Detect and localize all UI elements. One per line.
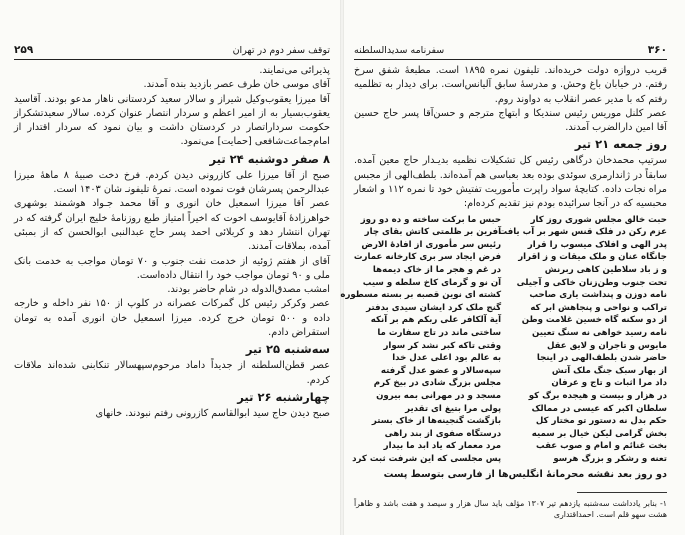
left-page-header bbox=[14, 38, 330, 60]
poem-hemistich: گنج ملک کرد ایشان سیدی بدفتر bbox=[366, 302, 502, 313]
date-heading: سه‌شنبه ۲۵ تیر bbox=[245, 342, 330, 357]
paragraph: سرتیپ محمدخان درگاهی رئیس کل تشکیلات نظمیه بدیـدار حاج معین آمده. سابقاً در ژاندارمری سوئدی بوده بعد بعباسی هم آمده‌اند. بلطف‌الهی از مجبس مراه نجات داده. کتابچهٔ سواد راپرت مأموریت تفتیش خود تا نمره ۱۱۲ و اشعار محبسیه که در آنجا سرائیده بودم نیز تقدیم کرده‌ام: bbox=[354, 155, 667, 210]
poem-hemistich: عزم رکن در فلک قنس شهر بر آب یافت bbox=[498, 227, 667, 238]
poem-hemistich: آفرین بر ظلمتی کاتش بقای چار bbox=[364, 227, 502, 238]
poem-hemistich: پس مجلسی که این شرفت ثبت کرد bbox=[352, 453, 502, 464]
paragraph: عصر قطن‌السلطنه از جدیداً داماد مرحوم‌سپهسالار تنکابنی شده‌اند ملاقات کردم. bbox=[14, 360, 330, 386]
poem-hemistich: کشته ای نوین قصبه بر بسته مسطوره bbox=[340, 290, 502, 301]
poem-hemistich: بخت غنائم و امام و صوب عقب bbox=[536, 441, 667, 452]
paragraph: آقای از هفتم ژوئیه از خدمت نفت جنوب و ۷۰ تومان مواجب به خدمت بانک ملی و ۹۰ تومان مواجب خود را انتقال داده‌است. bbox=[14, 255, 331, 281]
footnote: ۱- بنابر یادداشت سه‌شنبه یازدهم تیر ۱۳۰۷ مؤلف باید سال هزار و سیصد و هفت باشد و ظاهراً هشت سهو قلم است. احمداقتداری bbox=[354, 499, 667, 519]
poem-right-column bbox=[498, 214, 667, 466]
poem-hemistich: و ز باد سلاطین کاهی ربرنش bbox=[544, 265, 667, 276]
poem-hemistich: نامه دوزن و پنداشت یاری صاحب bbox=[529, 290, 667, 301]
paragraph: پذیرائی می‌نمایند. bbox=[259, 65, 330, 76]
left-page-number: ۲۵۹ bbox=[14, 44, 34, 56]
after-poem-line: دو روز بعد نقشه محرمانهٔ انگلیس‌ها از فارسی بتوسط پست bbox=[383, 468, 667, 480]
poem-hemistich: به عالم بود اعلی عدل خدا bbox=[392, 353, 502, 364]
paragraph: امشب مصدق‌الدوله در شام حاضر بودند. bbox=[167, 284, 330, 296]
paragraph: آقا میرزا یعقوب‌وکیل شیراز و سالار سعید کردستانی ناهار مدعو بودند. آقاسید یعقوب‌بسیار به از امیر اعظم و سردار انتصار عنوان کرده. سالار سعیدتشکراز حکومت سرداراتصار در کردستان داشت و بیان نمود که سردار اقتدار از امام‌جماعت‌شافعی [حمایت] می‌نمود. bbox=[14, 93, 330, 148]
poem-hemistich: آن نو و گرمای کاخ سلطه و سیب bbox=[362, 277, 502, 288]
paragraph: عصر آقا میرزا اسمعیل خان انوری و آقا محمد جـواد هوشمند بوشهری خواهرزادهٔ آقایوسف اخوت که اخیراً امتیاز طبع روزنامهٔ خلیج ایران گرفته که در تهران انتشار دهد و کربلائی احمد پسر حاج عبدالنبی ابوالحسن که از بمبئی آمده، بملاقات آمدند. bbox=[14, 198, 330, 253]
poem-hemistich: از بهار سبک جنگ ملک آتش bbox=[551, 365, 667, 376]
date-heading: چهارشنبه ۲۶ تیر bbox=[237, 389, 330, 404]
paragraph: عصر کلنل موریس رئیس سندیکا و ابتهاج مترجم و حسن‌آقا پسر حاج حسین آقا امین دارالضرب آمدند. bbox=[354, 107, 667, 134]
poem-hemistich: پولی مرا بتیغ ای تقدیر bbox=[405, 403, 502, 414]
poem-hemistich: در غم و هجر ما از خاک دیمه‌ها bbox=[372, 265, 502, 276]
poem-hemistich: فرض ایجاد سر بری کارخانه عمارت bbox=[353, 252, 502, 263]
poem-hemistich: وقتی تاکه کبر نشد کر سوار bbox=[383, 340, 502, 351]
poem-hemistich: تراکب و نواحی و پنجاهش ابر که bbox=[530, 302, 667, 313]
poem-hemistich: درستگاه صفوی از بند راهی bbox=[384, 428, 502, 439]
poem-hemistich: سپه‌سالار و عضو عدل گرفته bbox=[380, 365, 502, 376]
poem-left-column bbox=[340, 214, 502, 466]
poem-hemistich: مسجد و در مهرانی بمه بیرون bbox=[376, 390, 502, 401]
date-heading: ۸ صفر دوشنبه ۲۴ تیر bbox=[209, 151, 330, 166]
footnote-rule bbox=[577, 492, 667, 493]
left-page bbox=[0, 0, 340, 535]
paragraph: عصر وکرکر رئیس کل گمرکات عصرانه در کلوپ از ۱۵۰ نفر داخله و خارجه داده و ۵۰۰ تومان خرج کرده. میرزا اسمعیل خان انوری آمده به تومان استقراض دادم. bbox=[14, 298, 331, 339]
left-page-body bbox=[14, 64, 330, 421]
poem-hemistich: پدر الهی و افلاک میسوب را قرار bbox=[527, 239, 667, 250]
paragraph: قریب دروازه دولت خریده‌اند. تلیفون نمره ۱۸۹۵ است. مطبعهٔ شفق سرخ رفتم. در خیابان باغ وحش. و مدرسهٔ سابق آلیانس‌است. برای دیدار به تظلمیه رفتم که با مدیر عصر انقلاب به دواوند روم. bbox=[354, 65, 667, 105]
poem-hemistich: ساختی ماند در تاج سفارت ما bbox=[377, 328, 502, 339]
poem-hemistich: آیة آلکافر علی ربکم هم بر آنکه bbox=[370, 315, 502, 326]
right-page-text bbox=[354, 64, 667, 212]
date-heading: روز جمعه ۲۱ تیر bbox=[574, 137, 667, 152]
poem-hemistich: داد مرا اثبات و تاج و عرفان bbox=[551, 378, 667, 389]
poem-hemistich: مایوس و تاجران و لایق عقل bbox=[546, 340, 667, 351]
poem-hemistich: بازگشت گنجینه‌ها از خاک بستر bbox=[371, 416, 502, 427]
poem-hemistich: مجلس بزرگ شادی در بیخ کرم bbox=[373, 378, 502, 389]
poem bbox=[340, 214, 667, 466]
poem-hemistich: در هزار و بیست و هیجده برگ کو bbox=[528, 390, 667, 401]
left-running-head: توقف سفر دوم در تهران bbox=[232, 45, 330, 56]
poem-hemistich: تعنه و رشکر و بزرگ هرسو bbox=[553, 453, 667, 464]
right-page-body bbox=[340, 64, 667, 482]
poem-hemistich: نامه رسید خواهی نه سنگ تعیین bbox=[531, 328, 667, 339]
poem-hemistich: جانگاه عنان و ملک میقات و ز اقرار bbox=[518, 252, 667, 263]
right-page-header bbox=[354, 38, 667, 60]
paragraph: صبح دیدن حاج سید ابوالقاسم کازرونی رفتم نبودند. خانهای bbox=[95, 407, 330, 419]
poem-hemistich: بخش گرامی لیکن خیال بر سمیه bbox=[531, 428, 667, 439]
poem-hemistich: سلطان اکبر که عیسی در ممالک bbox=[531, 403, 667, 414]
right-running-head: سفرنامه سدیدالسلطنه bbox=[354, 45, 445, 56]
poem-hemistich: حاضر شدن بلطف‌الهی در اینجا bbox=[536, 353, 667, 364]
poem-hemistich: مرد معمار که یاد ابد ما بیدار bbox=[383, 441, 502, 452]
poem-hemistich: تحت جنوب وطن‌زنان خاکی و آجیلی bbox=[516, 277, 667, 288]
paragraph: آقای موسی خان طرف عصر بازدید بنده آمدند. bbox=[143, 79, 330, 91]
right-page-number: ۳۶۰ bbox=[647, 44, 667, 56]
paragraph: صبح از آقا میرزا علی کازرونی دیدن کردم. فرخ دخت صبیهٔ ۸ ماههٔ میرزا عبدالرحمن پسرشان فوت نموده است. نمرهٔ تلیفونـ شان ۱۴۰۳ است. bbox=[14, 169, 331, 196]
poem-hemistich: از دو سکنه گاه خسین غلامت وطن bbox=[521, 315, 667, 326]
right-page bbox=[340, 0, 685, 535]
poem-hemistich: حبت خالق مجلس شوری روز کار bbox=[530, 214, 667, 225]
poem-hemistich: رئیس سر مأموری از افادهٔ الارض bbox=[361, 239, 502, 250]
poem-hemistich: حبس ما برکت ساخته و ده دو روز bbox=[360, 214, 502, 225]
poem-hemistich: حکم بدل نه دستور تو مختار کل bbox=[535, 416, 667, 427]
